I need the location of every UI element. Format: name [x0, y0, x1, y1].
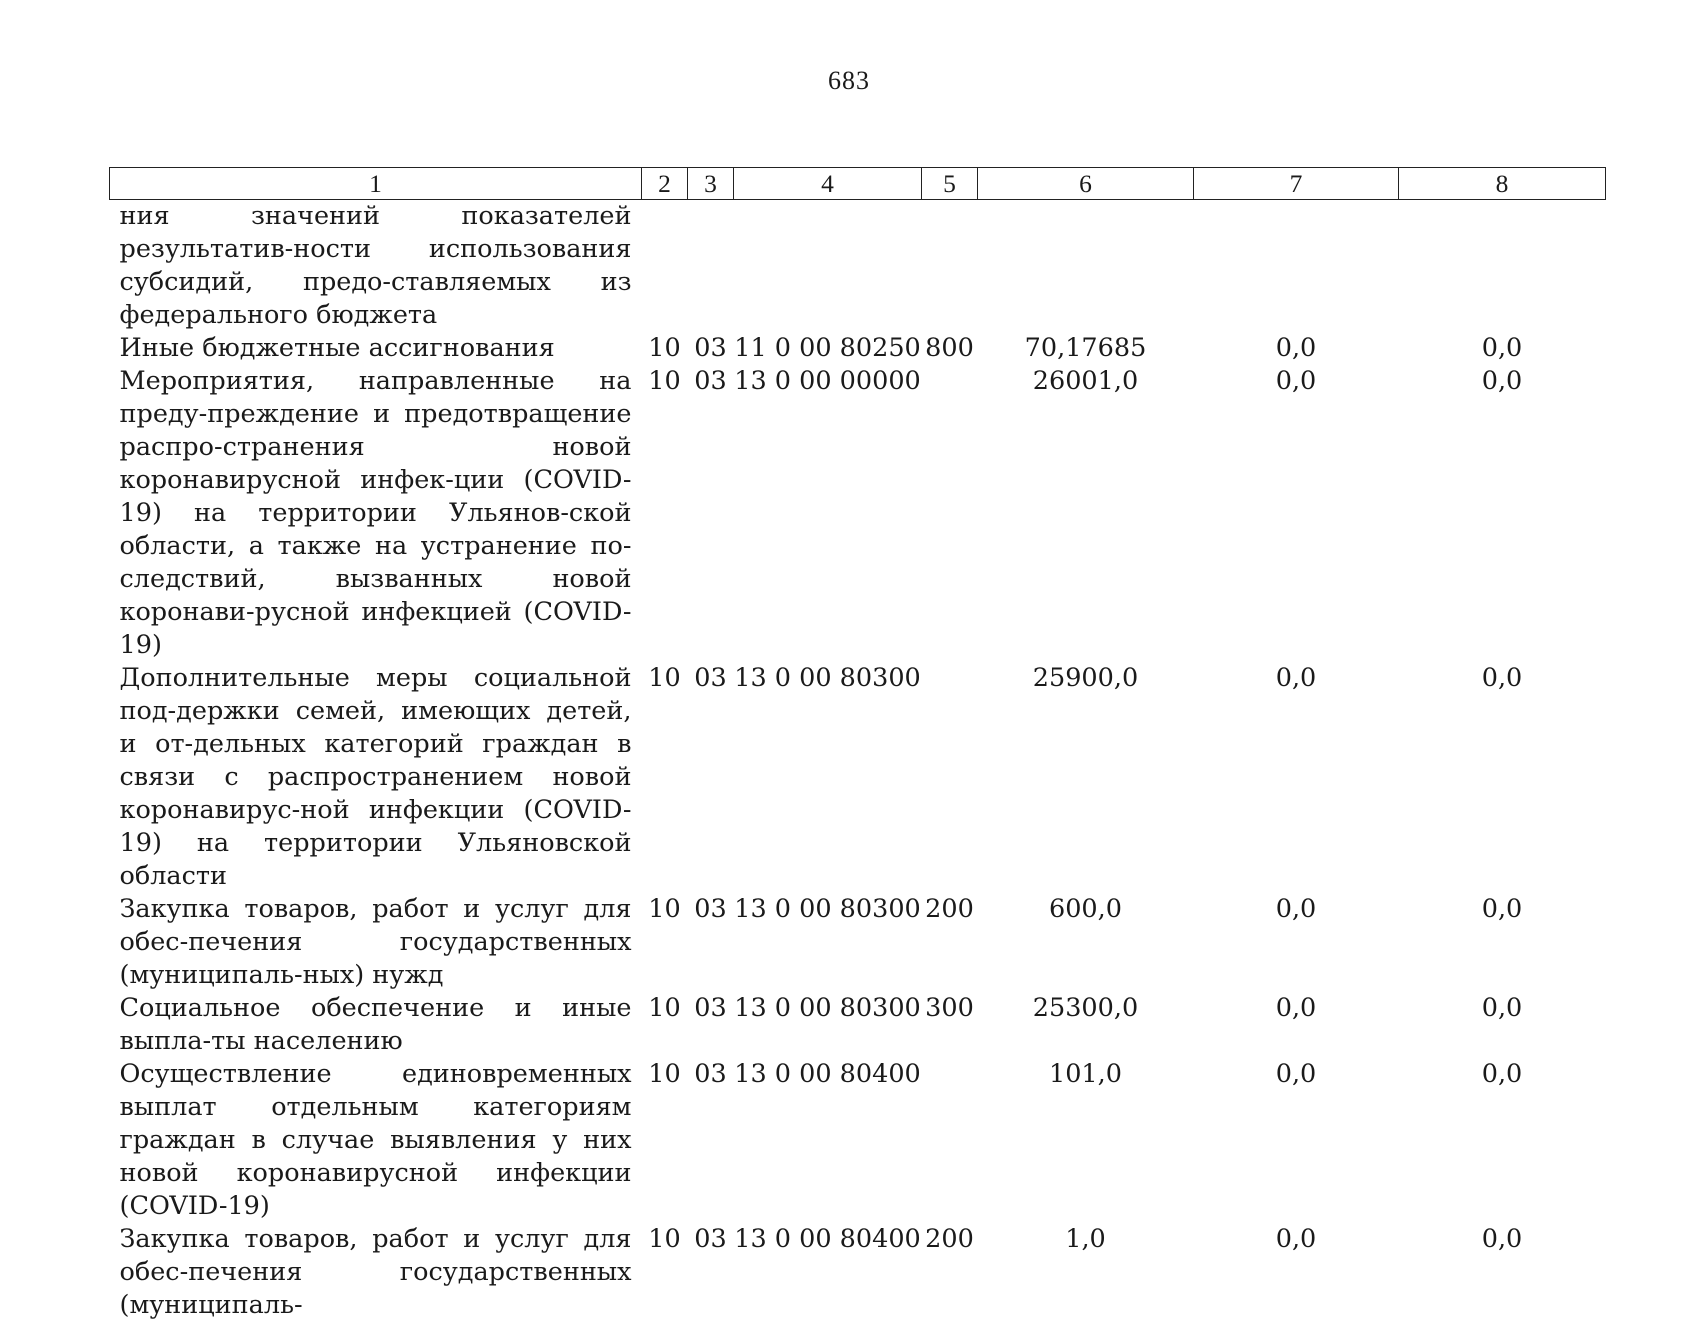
- row-amount-col6: [978, 200, 1194, 333]
- row-target-article: 13 0 00 80400: [734, 1059, 921, 1089]
- row-expense-type: 200: [925, 894, 974, 924]
- column-header-3: 3: [688, 168, 734, 200]
- row-amount-col7: 0,0: [1275, 333, 1317, 363]
- row-section: 10: [648, 1059, 681, 1089]
- row-target-article: 13 0 00 80300: [734, 993, 921, 1023]
- table-row: [110, 365, 1606, 662]
- row-amount-col6: 70,17685: [1024, 333, 1147, 363]
- row-subsection: 03: [694, 663, 727, 693]
- table-row: [110, 992, 1606, 1058]
- row-section: [642, 200, 688, 333]
- row-section: 10: [648, 894, 681, 924]
- row-expense-type: [922, 365, 978, 662]
- row-subsection: 03: [694, 1224, 727, 1254]
- column-header-5: 5: [922, 168, 978, 200]
- page-number: 683: [828, 66, 870, 95]
- row-amount-col7: 0,0: [1275, 1224, 1317, 1254]
- row-name: Закупка товаров, работ и услуг для обес-печения государственных (муниципаль-ных) нужд: [119, 894, 632, 990]
- row-target-article: 13 0 00 80300: [734, 894, 921, 924]
- row-subsection: 03: [694, 993, 727, 1023]
- row-section: 10: [648, 663, 681, 693]
- row-name: Мероприятия, направленные на преду-преждение и предотвращение распро-странения новой коронавирусной инфек-ции (COVID-19) на территории Ульянов-ской области, а также на устранение по-следствий, вызванных новой коронави-русной инфекцией (COVID-19): [119, 366, 632, 660]
- table-row: [110, 662, 1606, 893]
- column-header-7: 7: [1194, 168, 1399, 200]
- column-header-8: 8: [1399, 168, 1606, 200]
- row-section: 10: [648, 333, 681, 363]
- row-expense-type: 300: [925, 993, 974, 1023]
- row-target-article: 11 0 00 80250: [734, 333, 921, 363]
- row-name: Социальное обеспечение и иные выпла-ты населению: [119, 993, 632, 1056]
- row-target-article: 13 0 00 80400: [734, 1224, 921, 1254]
- row-amount-col6: 25300,0: [1032, 993, 1139, 1023]
- row-amount-col6: 25900,0: [1032, 663, 1139, 693]
- row-amount-col8: 0,0: [1481, 663, 1523, 693]
- row-amount-col8: 0,0: [1481, 1224, 1523, 1254]
- row-amount-col7: 0,0: [1275, 993, 1317, 1023]
- row-name: ния значений показателей результатив-ности использования субсидий, предо-ставляемых из федерального бюджета: [119, 201, 632, 330]
- row-expense-type: [922, 200, 978, 333]
- row-section: 10: [648, 366, 681, 396]
- table-row: [110, 893, 1606, 992]
- row-amount-col7: 0,0: [1275, 366, 1317, 396]
- row-amount-col7: 0,0: [1275, 1059, 1317, 1089]
- row-section: 10: [648, 993, 681, 1023]
- row-amount-col7: 0,0: [1275, 894, 1317, 924]
- row-amount-col8: 0,0: [1481, 993, 1523, 1023]
- row-subsection: 03: [694, 894, 727, 924]
- row-amount-col6: 26001,0: [1032, 366, 1139, 396]
- row-name: Закупка товаров, работ и услуг для обес-печения государственных (муниципаль-: [119, 1224, 632, 1320]
- column-header-1: 1: [110, 168, 642, 200]
- row-subsection: 03: [694, 366, 727, 396]
- table-row: [110, 1223, 1606, 1322]
- column-header-6: 6: [978, 168, 1194, 200]
- row-name: Иные бюджетные ассигнования: [119, 333, 555, 363]
- row-expense-type: [922, 1058, 978, 1223]
- row-amount-col8: 0,0: [1481, 333, 1523, 363]
- row-name: Дополнительные меры социальной под-держки семей, имеющих детей, и от-дельных категорий граждан в связи с распространением новой коронавирус-ной инфекции (COVID-19) на территории Ульяновской области: [119, 663, 632, 891]
- column-header-2: 2: [642, 168, 688, 200]
- row-target-article: [734, 200, 922, 333]
- row-expense-type: [922, 662, 978, 893]
- row-name: Осуществление единовременных выплат отдельным категориям граждан в случае выявления у них новой коронавирусной инфекции (COVID-19): [119, 1059, 632, 1221]
- table-row: [110, 1058, 1606, 1223]
- row-expense-type: 200: [925, 1224, 974, 1254]
- table-header-row: [110, 168, 1606, 200]
- budget-table: [109, 167, 1606, 1322]
- row-amount-col6: 101,0: [1048, 1059, 1122, 1089]
- row-amount-col8: 0,0: [1481, 894, 1523, 924]
- row-amount-col8: 0,0: [1481, 366, 1523, 396]
- row-target-article: 13 0 00 80300: [734, 663, 921, 693]
- row-subsection: 03: [694, 1059, 727, 1089]
- row-target-article: 13 0 00 00000: [734, 366, 921, 396]
- row-amount-col8: 0,0: [1481, 1059, 1523, 1089]
- row-amount-col7: [1194, 200, 1399, 333]
- row-amount-col7: 0,0: [1275, 663, 1317, 693]
- row-section: 10: [648, 1224, 681, 1254]
- row-subsection: 03: [694, 333, 727, 363]
- row-amount-col6: 600,0: [1048, 894, 1122, 924]
- column-header-4: 4: [734, 168, 922, 200]
- row-amount-col8: [1399, 200, 1606, 333]
- row-expense-type: 800: [925, 333, 974, 363]
- row-amount-col6: 1,0: [1065, 1224, 1106, 1254]
- row-subsection: [688, 200, 734, 333]
- table-row: [110, 332, 1606, 365]
- table-row: [110, 200, 1606, 333]
